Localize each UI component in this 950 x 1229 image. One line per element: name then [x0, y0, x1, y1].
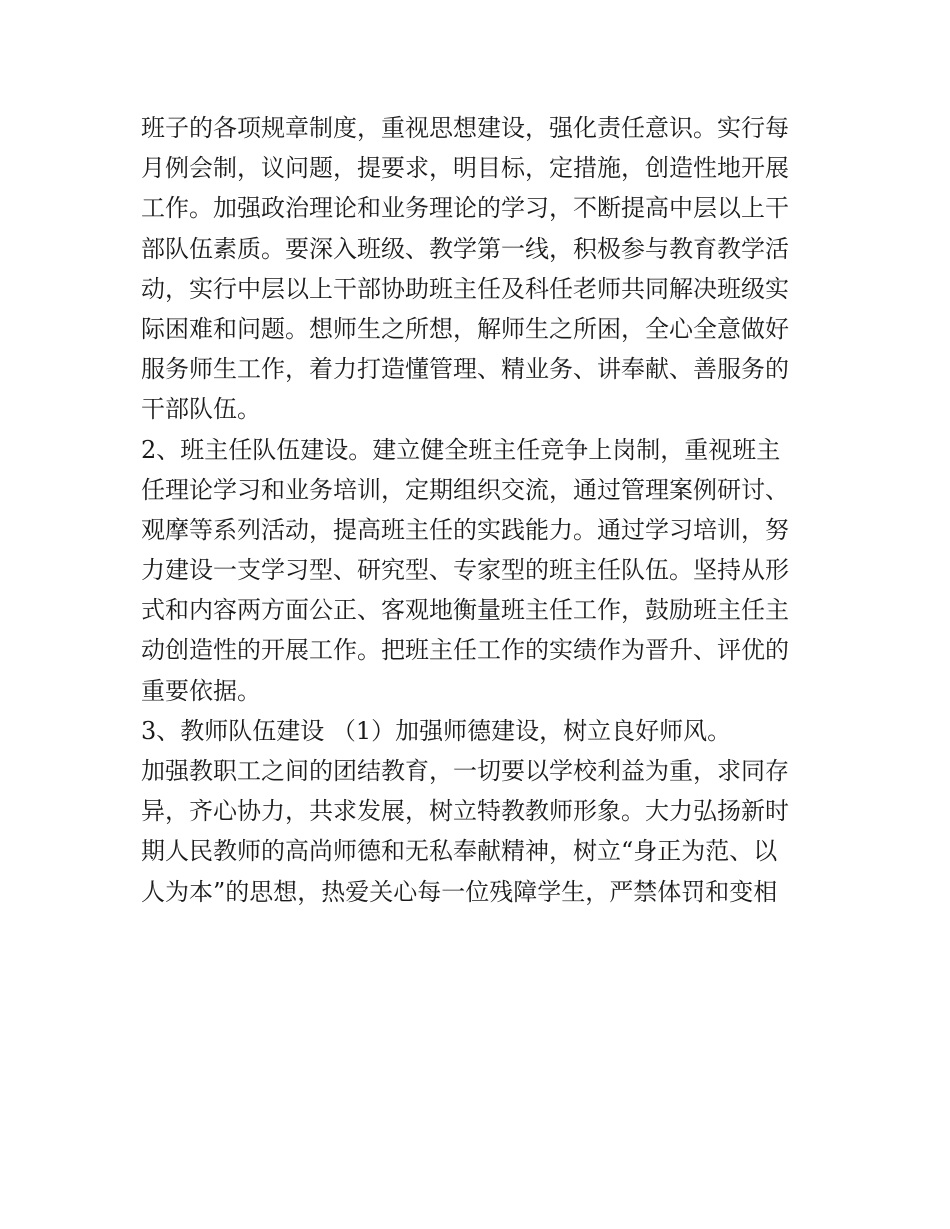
text-line: 重要依据。 [141, 676, 261, 705]
text-line: 式和内容两方面公正、客观地衡量班主任工作，鼓励班主任主 [141, 596, 789, 625]
text-line: 期人民教师的高尚师德和无私奉献精神，树立“身正为范、以 [141, 837, 778, 866]
text-line: 干部队伍。 [141, 395, 261, 424]
text-line: 部队伍素质。要深入班级、教学第一线，积极参与教育教学活 [141, 234, 789, 263]
text-line: 工作。加强政治理论和业务理论的学习，不断提高中层以上干 [141, 194, 789, 223]
text-line: 力建设一支学习型、研究型、专家型的班主任队伍。坚持从形 [141, 556, 789, 585]
text-line: 动，实行中层以上干部协助班主任及科任老师共同解决班级实 [141, 274, 789, 303]
section-heading-line: 3、教师队伍建设 （1）加强师德建设，树立良好师风。 [141, 716, 732, 745]
text-line: 际困难和问题。想师生之所想，解师生之所困，全心全意做好 [141, 314, 789, 343]
text-line: 任理论学习和业务培训，定期组织交流，通过管理案例研讨、 [141, 475, 789, 504]
text-line: 服务师生工作，着力打造懂管理、精业务、讲奉献、善服务的 [141, 355, 789, 384]
text-line: 人为本”的思想，热爱关心每一位残障学生，严禁体罚和变相 [141, 877, 778, 906]
text-line: 班子的各项规章制度，重视思想建设，强化责任意识。实行每 [141, 114, 789, 142]
text-line: 观摩等系列活动，提高班主任的实践能力。通过学习培训，努 [141, 515, 789, 544]
text-line: 动创造性的开展工作。把班主任工作的实绩作为晋升、评优的 [141, 636, 789, 665]
section-heading-line: 2、班主任队伍建设。建立健全班主任竞争上岗制，重视班主 [141, 435, 781, 464]
text-line: 异，齐心协力，共求发展，树立特教教师形象。大力弘扬新时 [141, 797, 789, 826]
body-text [141, 108, 821, 912]
text-line: 月例会制，议问题，提要求，明目标，定措施，创造性地开展 [141, 154, 789, 183]
text-line: 加强教职工之间的团结教育，一切要以学校利益为重，求同存 [141, 757, 789, 785]
